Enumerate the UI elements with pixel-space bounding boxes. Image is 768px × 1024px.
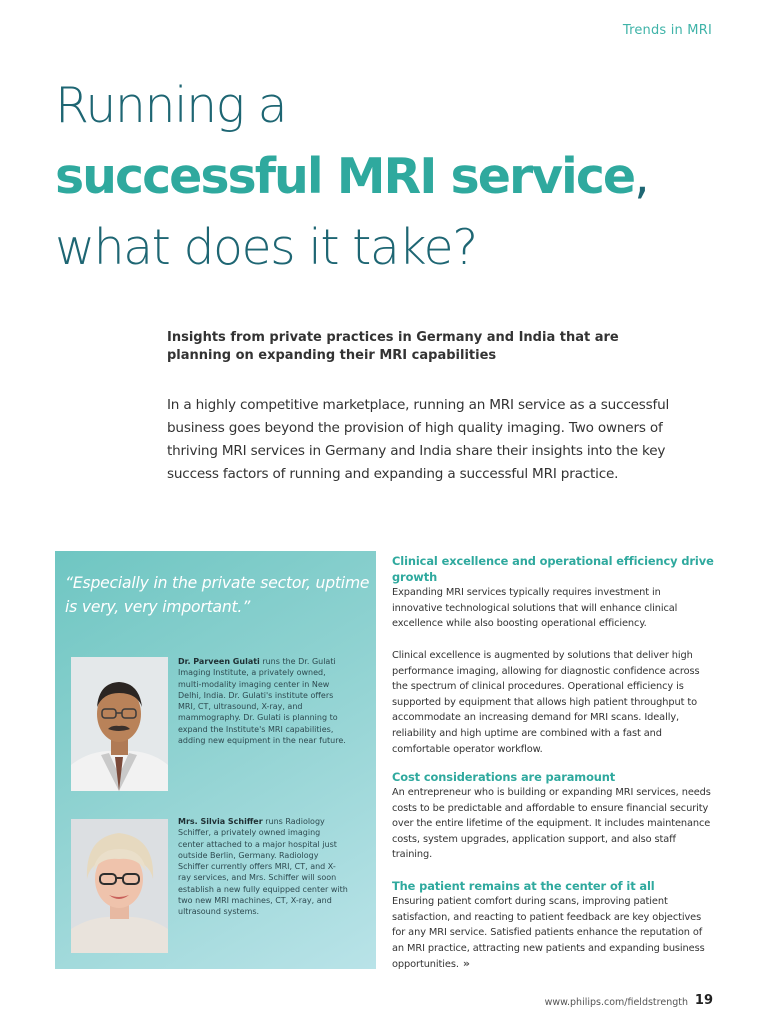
- page-number: 19: [694, 993, 713, 1008]
- section-body-text: Ensuring patient comfort during scans, improving patient satisfaction, and reacting to patient feedback are key objectives for any MRI service. Satisfied patients enhance the reputation of an MRI practice, attracting new patients and expanding business opportunities.: [392, 896, 705, 971]
- portrait-photo-schiffer: [71, 819, 168, 953]
- bio-gulati: [178, 656, 348, 746]
- headline-emphasis: successful MRI service: [55, 148, 635, 205]
- section-body: An entrepreneur who is building or expanding MRI services, needs costs to be predictable and affordable to ensure financial security over the entire lifetime of the equipment. It includes maintenance costs, system upgrades, application support, and also staff training.: [392, 787, 711, 861]
- bio-gulati-name: Dr. Parveen Gulati: [178, 657, 260, 666]
- headline-line-3: what does it take?: [55, 219, 477, 276]
- bio-schiffer: [178, 816, 348, 918]
- bio-schiffer-text: runs Radiology Schiffer, a privately owned imaging center attached to a major hospital just outside Berlin, Germany. Radiology Schiffer currently offers MRI, CT, and X-ray services, and Mrs. Schiffer will soon establish a new fully equipped center with two new MRI machines, CT, X-ray, and ultrasound systems.: [178, 817, 348, 917]
- section-clinical-excellence: [392, 553, 714, 632]
- portrait-photo-gulati: [71, 657, 168, 791]
- section-tag: Trends in MRI: [622, 23, 712, 38]
- headline: [55, 70, 735, 283]
- section-heading: The patient remains at the center of it all: [392, 879, 655, 893]
- footer-url: www.philips.com/fieldstrength: [544, 997, 688, 1008]
- bio-schiffer-name: Mrs. Silvia Schiffer: [178, 817, 263, 826]
- headline-comma: ,: [634, 148, 648, 205]
- section-body: [392, 894, 714, 973]
- continue-arrow-icon: »: [462, 957, 470, 971]
- intro-paragraph: In a highly competitive marketplace, running an MRI service as a successful business goes beyond the provision of high quality imaging. Two owners of thriving MRI services in Germany and India share their insights into the key success factors of running and expanding a successful MRI practice.: [167, 397, 670, 482]
- section-clinical-excellence-continued: [392, 648, 714, 757]
- section-heading: Clinical excellence and operational efficiency drive growth: [392, 554, 714, 584]
- headline-line-2: [55, 141, 735, 212]
- section-cost-considerations: [392, 769, 714, 863]
- quote-sidebar: [55, 551, 376, 969]
- section-body: Expanding MRI services typically requires investment in innovative technological solutions that will enhance clinical excellence while also boosting operational efficiency.: [392, 587, 678, 630]
- section-body: Clinical excellence is augmented by solutions that deliver high performance imaging, allowing for diagnostic confidence across the spectrum of clinical procedures. Operational efficiency is supported by equipment that allows high patient throughput to accommodate an increasing demand for MRI scans. Ideally, reliability and high uptime are combined with a fast and comfortable operator workflow.: [392, 650, 700, 755]
- subtitle: Insights from private practices in Germany and India that are planning on expanding their MRI capabilities: [167, 330, 619, 363]
- section-patient-center: [392, 878, 714, 973]
- section-heading: Cost considerations are paramount: [392, 770, 616, 784]
- headline-line-1: Running a: [55, 77, 287, 134]
- pull-quote: “Especially in the private sector, uptime is very, very important.”: [65, 574, 370, 616]
- bio-gulati-text: runs the Dr. Gulati Imaging Institute, a privately owned, multi-modality imaging center in New Delhi, India. Dr. Gulati's institute offers MRI, CT, ultrasound, X-ray, and mammography. Dr. Gulati is planning to expand the Institute's MRI capabilities, adding new equipment in the near future.: [178, 657, 346, 746]
